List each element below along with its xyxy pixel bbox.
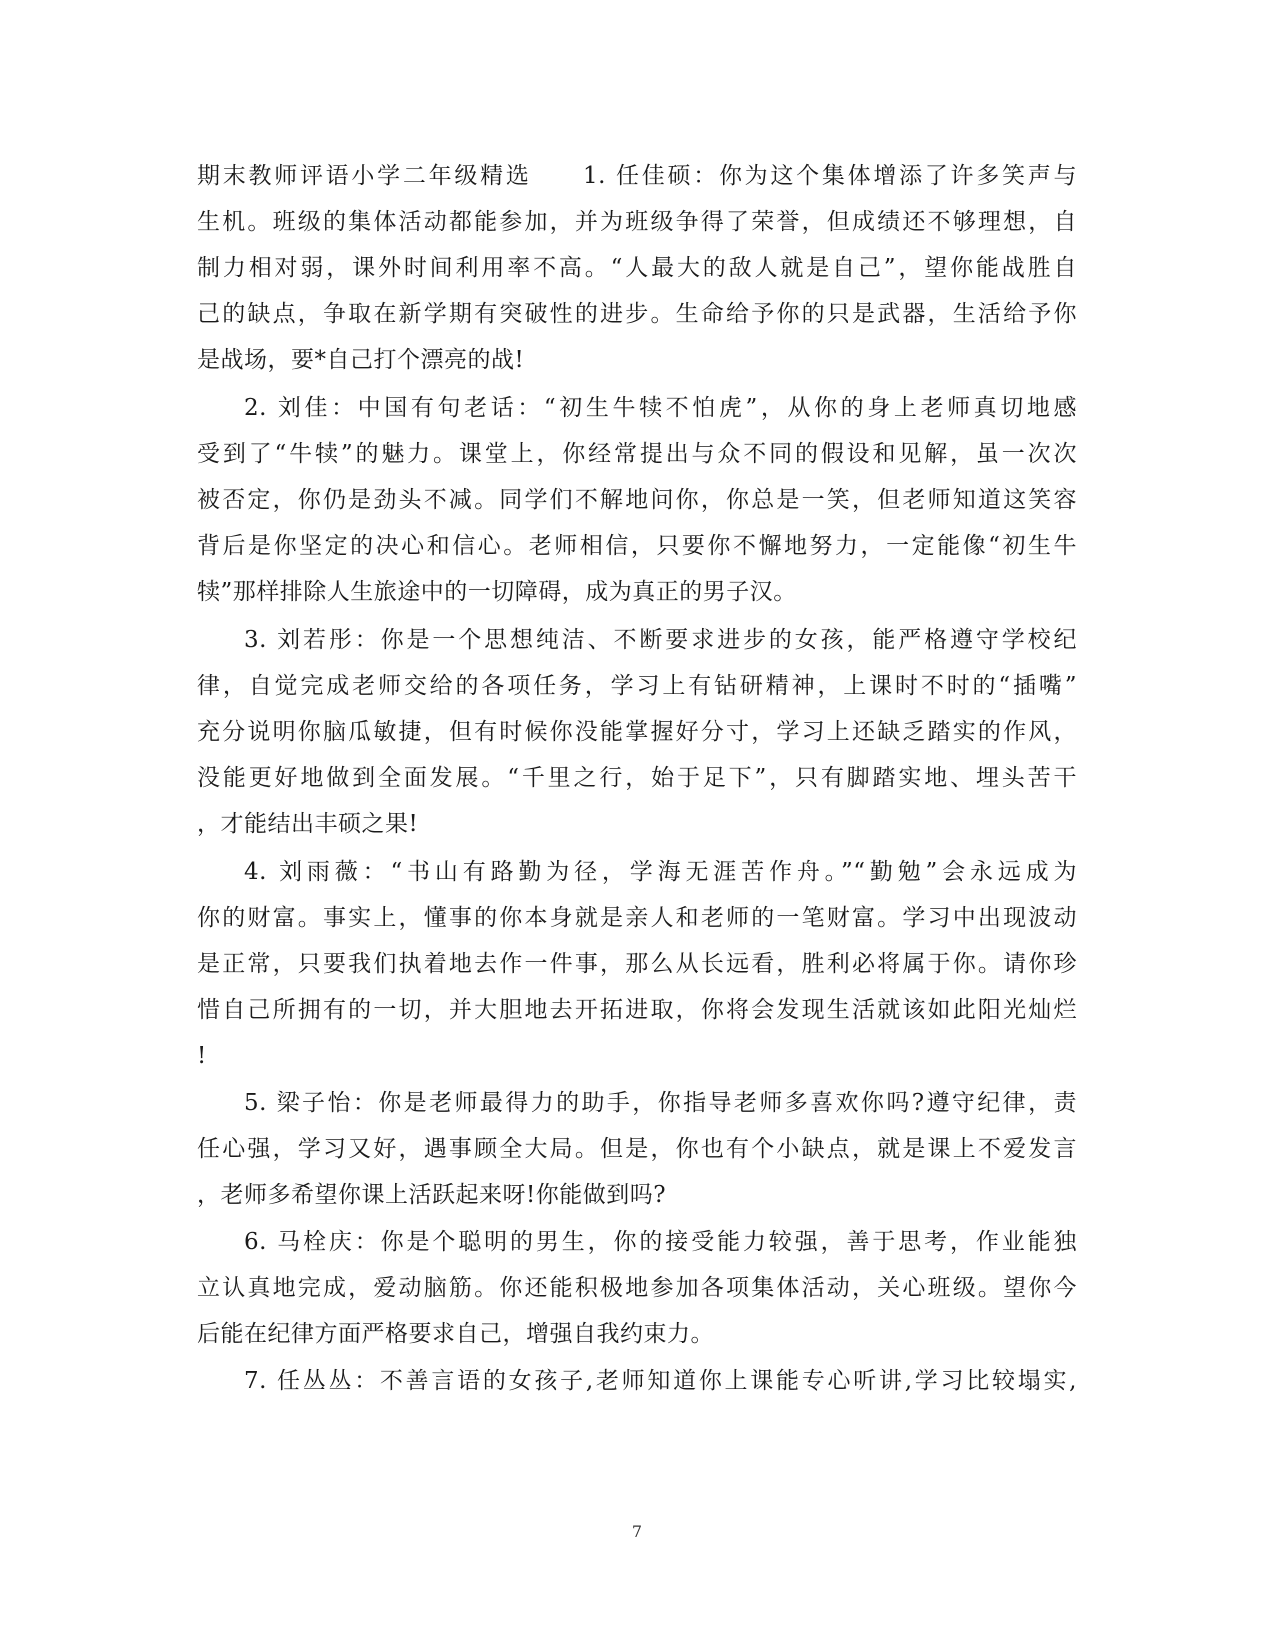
text-line: 6. 马栓庆：你是个聪明的男生，你的接受能力较强，善于思考，作业能独 bbox=[244, 1229, 1077, 1255]
text-line: 后能在纪律方面严格要求自己，增强自我约束力。 bbox=[197, 1321, 714, 1347]
text-line: 律，自觉完成老师交给的各项任务，学习上有钻研精神，上课时不时的“插嘴” bbox=[197, 673, 1077, 699]
text-line: 是正常，只要我们执着地去作一件事，那么从长远看，胜利必将属于你。请你珍 bbox=[197, 951, 1077, 977]
text-line: ，才能结出丰硕之果! bbox=[197, 811, 419, 837]
text-line: 是战场，要*自己打个漂亮的战! bbox=[197, 347, 525, 373]
text-line: 4. 刘雨薇：“书山有路勤为径，学海无涯苦作舟。”“勤勉”会永远成为 bbox=[244, 859, 1077, 885]
text-line: 制力相对弱，课外时间利用率不高。“人最大的敌人就是自己”，望你能战胜自 bbox=[197, 255, 1077, 281]
text-line: 惜自己所拥有的一切，并大胆地去开拓进取，你将会发现生活就该如此阳光灿烂 bbox=[197, 997, 1077, 1023]
text-line: 你的财富。事实上，懂事的你本身就是亲人和老师的一笔财富。学习中出现波动 bbox=[197, 905, 1077, 931]
text-line: 没能更好地做到全面发展。“千里之行，始于足下”，只有脚踏实地、埋头苦干 bbox=[197, 765, 1077, 791]
text-line: 7. 任丛丛：不善言语的女孩子,老师知道你上课能专心听讲,学习比较塌实, bbox=[244, 1368, 1077, 1394]
text-line: 2. 刘佳：中国有句老话：“初生牛犊不怕虎”，从你的身上老师真切地感 bbox=[244, 395, 1077, 421]
text-line: 生机。班级的集体活动都能参加，并为班级争得了荣誉，但成绩还不够理想，自 bbox=[197, 209, 1077, 235]
text-line: 期末教师评语小学二年级精选 1. 任佳硕：你为这个集体增添了许多笑声与 bbox=[197, 163, 1077, 189]
text-line: 充分说明你脑瓜敏捷，但有时候你没能掌握好分寸，学习上还缺乏踏实的作风， bbox=[197, 719, 1077, 745]
text-line: 被否定，你仍是劲头不减。同学们不解地问你，你总是一笑，但老师知道这笑容 bbox=[197, 487, 1077, 513]
text-line: ! bbox=[197, 1043, 207, 1069]
text-line: 受到了“牛犊”的魅力。课堂上，你经常提出与众不同的假设和见解，虽一次次 bbox=[197, 441, 1077, 467]
text-line: 立认真地完成，爱动脑筋。你还能积极地参加各项集体活动，关心班级。望你今 bbox=[197, 1275, 1077, 1301]
text-line: 背后是你坚定的决心和信心。老师相信，只要你不懈地努力，一定能像“初生牛 bbox=[197, 533, 1077, 559]
text-line: 犊”那样排除人生旅途中的一切障碍，成为真正的男子汉。 bbox=[197, 579, 797, 605]
page-number: 7 bbox=[631, 1522, 643, 1541]
text-line: 3. 刘若彤：你是一个思想纯洁、不断要求进步的女孩，能严格遵守学校纪 bbox=[244, 627, 1077, 653]
text-line: 任心强，学习又好，遇事顾全大局。但是，你也有个小缺点，就是课上不爱发言 bbox=[197, 1136, 1077, 1162]
text-line: 己的缺点，争取在新学期有突破性的进步。生命给予你的只是武器，生活给予你 bbox=[197, 301, 1077, 327]
text-line: 5. 梁子怡：你是老师最得力的助手，你指导老师多喜欢你吗?遵守纪律，责 bbox=[244, 1090, 1077, 1116]
text-line: ，老师多希望你课上活跃起来呀!你能做到吗? bbox=[197, 1182, 667, 1208]
